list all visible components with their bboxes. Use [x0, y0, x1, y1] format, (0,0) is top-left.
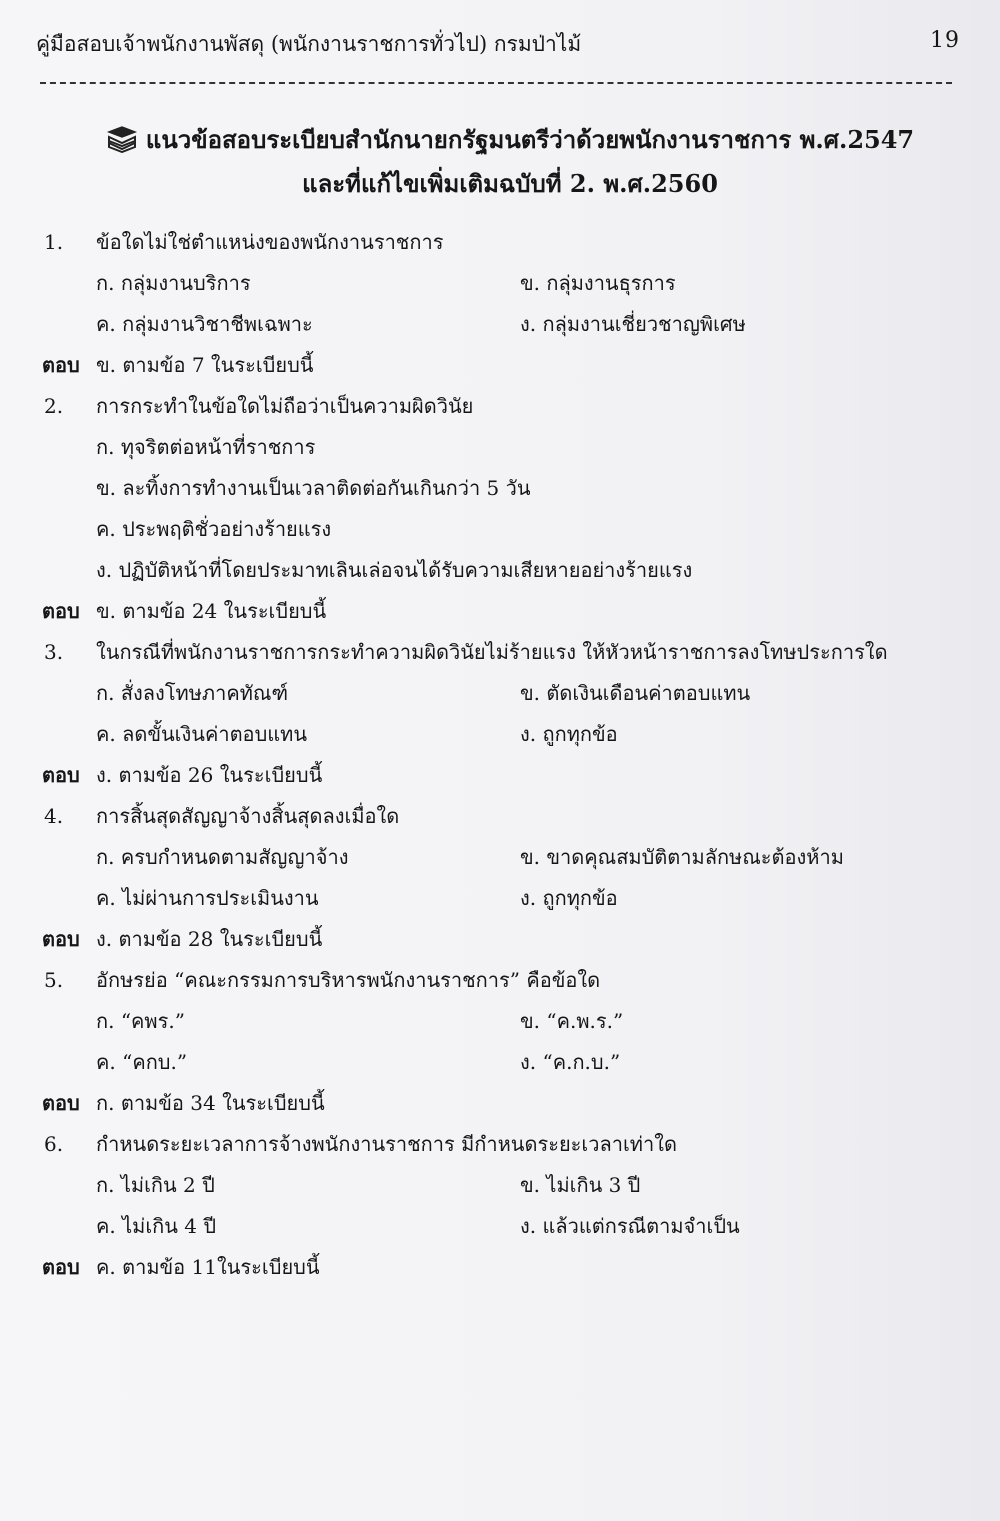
answer-text: ง. ตามข้อ 26 ในระเบียบนี้ [96, 763, 323, 787]
option-a: ก. ไม่เกิน 2 ปี [96, 1173, 215, 1197]
option-d: ง. “ค.ก.บ.” [520, 1050, 621, 1074]
options-row [0, 509, 1000, 549]
options-row [0, 1165, 1000, 1205]
answer-row [0, 755, 1000, 795]
option-c: ค. ไม่ผ่านการประเมินงาน [96, 886, 319, 910]
option-c: ค. ไม่เกิน 4 ปี [96, 1214, 217, 1238]
section-title [100, 118, 920, 206]
answer-label: ตอบ [42, 353, 80, 377]
question-4 [0, 796, 1000, 836]
options-row [0, 427, 1000, 467]
answer-row [0, 591, 1000, 631]
answer-row [0, 1247, 1000, 1287]
question-number: 3. [44, 640, 64, 664]
question-text: ข้อใดไม่ใช่ตำแหน่งของพนักงานราชการ [96, 230, 444, 254]
answer-label: ตอบ [42, 927, 80, 951]
answer-text: ค. ตามข้อ 11ในระเบียบนี้ [96, 1255, 320, 1279]
options-row [0, 468, 1000, 508]
option-b: ข. “ค.พ.ร.” [520, 1009, 624, 1033]
option-a: ก. “คพร.” [96, 1009, 185, 1033]
page-header [36, 28, 960, 68]
options-row [0, 1206, 1000, 1246]
option-b: ข. ตัดเงินเดือนค่าตอบแทน [520, 681, 751, 705]
options-row [0, 673, 1000, 713]
header-divider [40, 82, 952, 84]
question-2 [0, 386, 1000, 426]
section-title-text-1: แนวข้อสอบระเบียบสำนักนายกรัฐมนตรีว่าด้วยพนักงานราชการ พ.ศ.2547 [145, 125, 915, 154]
option-a: ก. กลุ่มงานบริการ [96, 271, 251, 295]
options-row [0, 878, 1000, 918]
question-1 [0, 222, 1000, 262]
answer-row [0, 919, 1000, 959]
option-a: ก. ทุจริตต่อหน้าที่ราชการ [96, 435, 316, 459]
question-text: การกระทำในข้อใดไม่ถือว่าเป็นความผิดวินัย [96, 394, 474, 418]
answer-text: ข. ตามข้อ 24 ในระเบียบนี้ [96, 599, 327, 623]
option-d: ง. ปฏิบัติหน้าที่โดยประมาทเลินเล่อจนได้รับความเสียหายอย่างร้ายแรง [96, 558, 693, 582]
answer-label: ตอบ [42, 599, 80, 623]
answer-row [0, 1083, 1000, 1123]
question-number: 2. [44, 394, 64, 418]
question-number: 6. [44, 1132, 64, 1156]
options-row [0, 837, 1000, 877]
option-a: ก. ครบกำหนดตามสัญญาจ้าง [96, 845, 349, 869]
page-number: 19 [930, 28, 960, 53]
options-row [0, 263, 1000, 303]
options-row [0, 1042, 1000, 1082]
answer-label: ตอบ [42, 1255, 80, 1279]
question-5 [0, 960, 1000, 1000]
question-number: 1. [44, 230, 64, 254]
option-a: ก. สั่งลงโทษภาคทัณฑ์ [96, 681, 289, 705]
question-text: อักษรย่อ “คณะกรรมการบริหารพนักงานราชการ” คือข้อใด [96, 968, 601, 992]
option-c: ค. “คกบ.” [96, 1050, 188, 1074]
question-text: กำหนดระยะเวลาการจ้างพนักงานราชการ มีกำหนดระยะเวลาเท่าใด [96, 1132, 677, 1156]
option-d: ง. แล้วแต่กรณีตามจำเป็น [520, 1214, 740, 1238]
options-row [0, 714, 1000, 754]
answer-row [0, 345, 1000, 385]
answer-text: ง. ตามข้อ 28 ในระเบียบนี้ [96, 927, 323, 951]
options-row [0, 550, 1000, 590]
option-d: ง. กลุ่มงานเชี่ยวชาญพิเศษ [520, 312, 746, 336]
book-stack-icon [106, 125, 138, 153]
option-d: ง. ถูกทุกข้อ [520, 886, 618, 910]
question-6 [0, 1124, 1000, 1164]
header-title: คู่มือสอบเจ้าพนักงานพัสดุ (พนักงานราชการทั่วไป) กรมป่าไม้ [36, 32, 582, 56]
question-text: ในกรณีที่พนักงานราชการกระทำความผิดวินัยไม่ร้ายแรง ให้หัวหน้าราชการลงโทษประการใด [96, 640, 888, 664]
option-c: ค. ประพฤติชั่วอย่างร้ายแรง [96, 517, 332, 541]
option-d: ง. ถูกทุกข้อ [520, 722, 618, 746]
question-number: 5. [44, 968, 64, 992]
section-title-line-2: และที่แก้ไขเพิ่มเติมฉบับที่ 2. พ.ศ.2560 [302, 169, 718, 198]
question-text: การสิ้นสุดสัญญาจ้างสิ้นสุดลงเมื่อใด [96, 804, 400, 828]
answer-label: ตอบ [42, 763, 80, 787]
options-row [0, 304, 1000, 344]
option-b: ข. ละทิ้งการทำงานเป็นเวลาติดต่อกันเกินกว่า 5 วัน [96, 476, 531, 500]
option-b: ข. ขาดคุณสมบัติตามลักษณะต้องห้าม [520, 845, 844, 869]
question-number: 4. [44, 804, 64, 828]
answer-label: ตอบ [42, 1091, 80, 1115]
answer-text: ข. ตามข้อ 7 ในระเบียบนี้ [96, 353, 314, 377]
option-b: ข. กลุ่มงานธุรการ [520, 271, 676, 295]
option-c: ค. กลุ่มงานวิชาชีพเฉพาะ [96, 312, 313, 336]
option-c: ค. ลดขั้นเงินค่าตอบแทน [96, 722, 308, 746]
answer-text: ก. ตามข้อ 34 ในระเบียบนี้ [96, 1091, 325, 1115]
option-b: ข. ไม่เกิน 3 ปี [520, 1173, 641, 1197]
question-3 [0, 632, 1000, 672]
options-row [0, 1001, 1000, 1041]
section-title-line-1 [100, 118, 920, 162]
